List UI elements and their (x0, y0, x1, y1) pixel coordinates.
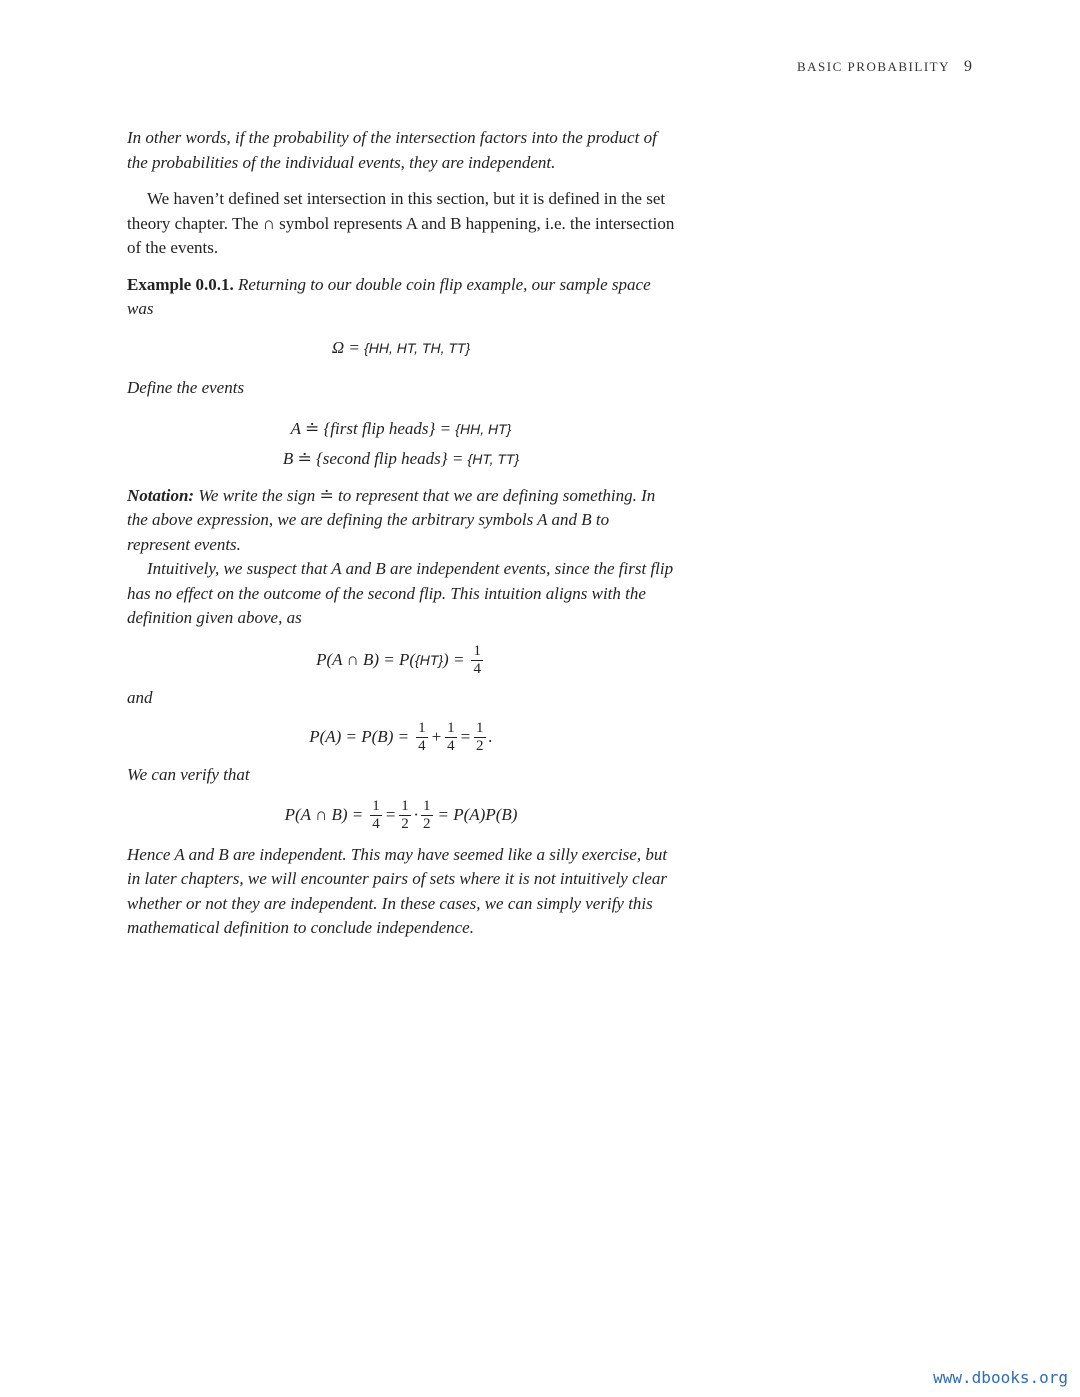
and-text: and (127, 687, 153, 707)
eq-b-lhs: B ≐ {second flip heads} = (282, 449, 464, 468)
plus-sign: + (430, 727, 443, 747)
equals-sign: = (459, 727, 472, 747)
eq-omega-set: {HH, HT, TH, TT} (364, 339, 471, 356)
fraction-one-quarter: $\frac{1}{4}$ (418, 720, 426, 754)
eq1-lhs: P(A ∩ B) = P( (316, 649, 416, 669)
fraction-one-quarter: $\frac{1}{4}$ (473, 642, 481, 677)
eq-omega-lhs: Ω = (331, 337, 360, 357)
paragraph-definition-restatement: In other words, if the probability of the intersection factors into the product of the probabilities of the individual events, they are independent. (127, 128, 657, 172)
example-text: Returning to our double coin flip example, our sample space was (127, 274, 651, 318)
equation-marginals (127, 720, 675, 755)
fraction-one-quarter: $\frac{1}{4}$ (447, 720, 455, 754)
intuition-paragraph: Intuitively, we suspect that A and B are independent events, since the first flip has no effect on the outcome of the second flip. This intuition aligns with the definition given above, as (127, 559, 674, 627)
notation-paragraph (127, 484, 675, 558)
eq1-set: {HT} (415, 651, 444, 668)
eq3-rhs: = P(A)P(B) (437, 804, 518, 824)
example-label: Example 0.0.1. (127, 274, 234, 294)
running-header (797, 58, 972, 76)
equation-event-b (127, 447, 675, 472)
eq-a-set: {HH, HT} (455, 420, 512, 437)
equals-sign: = (384, 804, 397, 824)
period: . (488, 727, 493, 747)
fraction-one-half: $\frac{1}{2}$ (401, 797, 409, 832)
equation-sample-space (127, 336, 675, 361)
equation-intersection (127, 643, 675, 678)
equation-verification (127, 798, 675, 833)
eq-b-set: {HT, TT} (467, 451, 520, 467)
notation-text: We write the sign ≐ to represent that we are defining something. In the above expression, we are defining the arbitrary symbols A and B to represent events. (127, 485, 656, 554)
conclusion-paragraph: Hence A and B are independent. This may have seemed like a silly exercise, but in later chapters, we will encounter pairs of sets where it is not intuitively clear whether or not they are independent. In these cases, we can simply verify this mathematical definition to conclude independence. (127, 844, 668, 937)
equation-event-a (127, 417, 675, 442)
eq2-lhs: P(A) = P(B) = (309, 727, 410, 747)
eq3-lhs: P(A ∩ B) = (284, 804, 364, 824)
page-body (127, 126, 675, 941)
paragraph-intersection: We haven’t defined set intersection in this section, but it is defined in the set theory chapter. The ∩ symbol represents A and B happening, i.e. the intersection of the events. (127, 189, 675, 257)
example-block (127, 273, 675, 322)
eq-a-lhs: A ≐ {first flip heads} = (290, 418, 452, 438)
eq1-rhs: ) = (443, 649, 465, 669)
define-events: Define the events (127, 378, 245, 397)
event-definitions (127, 417, 675, 472)
fraction-one-quarter: $\frac{1}{4}$ (372, 797, 380, 832)
dot-operator: · (413, 804, 418, 824)
watermark: www.dbooks.org (933, 1368, 1068, 1387)
notation-label: Notation: (127, 485, 195, 505)
verify-text: We can verify that (127, 765, 250, 784)
page-number: 9 (964, 58, 972, 75)
fraction-one-half: $\frac{1}{2}$ (476, 720, 484, 754)
fraction-one-half: $\frac{1}{2}$ (423, 797, 431, 832)
running-title: BASIC PROBABILITY (797, 59, 950, 74)
